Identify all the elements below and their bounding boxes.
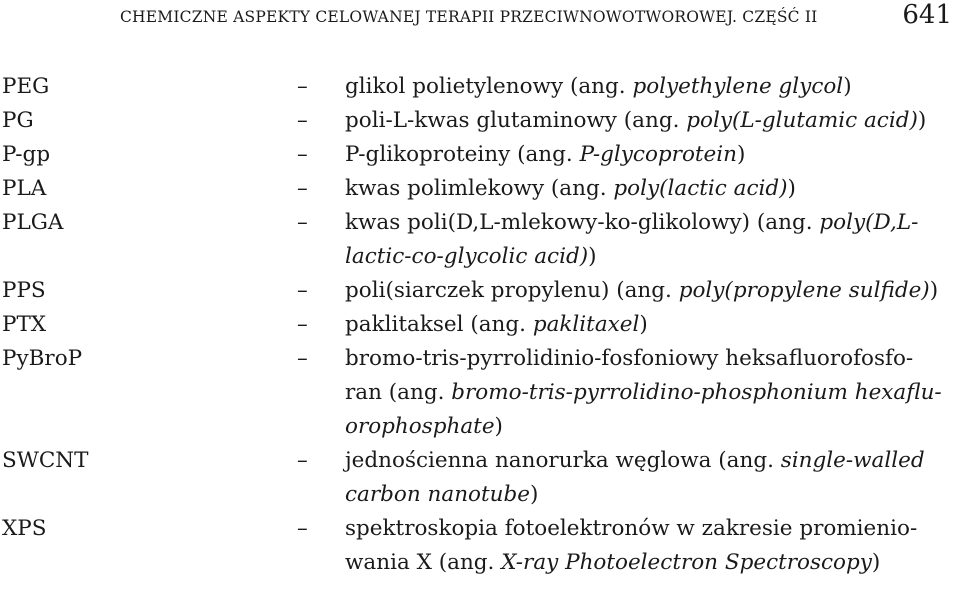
definition-text: ) (917, 108, 927, 133)
abbreviation-definition (345, 70, 953, 104)
english-term: carbon nanotube (345, 482, 530, 507)
definition-line (345, 376, 953, 410)
definition-text: wania X (ang. (345, 550, 502, 575)
abbreviation-term: P-gp (2, 142, 51, 167)
abbreviation-definition (345, 308, 953, 342)
abbreviation-definition (345, 274, 953, 308)
abbreviation-term: PEG (2, 74, 50, 99)
definition-text: spektroskopia fotoelektronów w zakresie promienio- (345, 516, 918, 541)
definition-line (345, 342, 953, 376)
abbreviation-list (0, 70, 960, 580)
english-term: orophosphate (345, 414, 495, 439)
definition-line (345, 138, 953, 172)
definition-line (345, 104, 953, 138)
abbreviation-entry (0, 206, 960, 274)
abbreviation-definition (345, 342, 953, 444)
definition-text: kwas polimlekowy (ang. (345, 176, 614, 201)
entry-dash: – (297, 176, 308, 201)
definition-line (345, 206, 953, 240)
definition-text: glikol polietylenowy (ang. (345, 74, 633, 99)
abbreviation-term: PLGA (2, 210, 64, 235)
definition-text: ) (737, 142, 746, 167)
entry-dash: – (297, 448, 308, 473)
definition-line (345, 70, 953, 104)
entry-dash: – (297, 516, 308, 541)
definition-text: paklitaksel (ang. (345, 312, 533, 337)
definition-text: P-glikoproteiny (ang. (345, 142, 580, 167)
english-term: X-ray Photoelectron Spectroscopy (501, 550, 872, 575)
abbreviation-term: XPS (2, 516, 47, 541)
entry-dash: – (297, 312, 308, 337)
english-term: paklitaxel (532, 312, 640, 337)
english-term: poly(propylene sulfide) (678, 278, 930, 303)
entry-dash: – (297, 278, 308, 303)
entry-dash: – (297, 346, 308, 371)
abbreviation-term: SWCNT (2, 448, 89, 473)
abbreviation-entry (0, 138, 960, 172)
abbreviation-entry (0, 172, 960, 206)
abbreviation-definition (345, 444, 953, 512)
running-title: CHEMICZNE ASPEKTY CELOWANEJ TERAPII PRZECIWNOWOTWOROWEJ. CZĘŚĆ II (120, 8, 818, 26)
abbreviation-definition (345, 512, 953, 580)
abbreviation-term: PyBroP (2, 346, 83, 371)
english-term: poly(lactic acid) (613, 176, 788, 201)
entry-dash: – (297, 108, 308, 133)
abbreviation-definition (345, 206, 953, 274)
english-term: poly(D,L- (819, 210, 919, 235)
definition-text: ran (ang. (345, 380, 452, 405)
abbreviation-entry (0, 342, 960, 444)
entry-dash: – (297, 142, 308, 167)
abbreviation-term: PG (2, 108, 34, 133)
abbreviation-entry (0, 274, 960, 308)
definition-line (345, 240, 953, 274)
definition-text: ) (529, 482, 539, 507)
abbreviation-entry (0, 444, 960, 512)
english-term: bromo-tris-pyrrolidino-phosphonium hexaflu- (451, 380, 942, 405)
definition-text: ) (871, 550, 881, 575)
abbreviation-term: PTX (2, 312, 47, 337)
definition-line (345, 546, 953, 580)
definition-text: kwas poli(D,L-mlekowy-ko-glikolowy) (ang. (345, 210, 820, 235)
abbreviation-term: PPS (2, 278, 46, 303)
abbreviation-entry (0, 308, 960, 342)
definition-line (345, 478, 953, 512)
definition-text: ) (494, 414, 503, 439)
english-term: single-walled (780, 448, 925, 473)
abbreviation-entry (0, 70, 960, 104)
english-term: lactic-co-glycolic acid) (345, 244, 589, 269)
definition-text: jednościenna nanorurka węglowa (ang. (345, 448, 781, 473)
entry-dash: – (297, 74, 308, 99)
definition-line (345, 410, 953, 444)
definition-text: ) (787, 176, 796, 201)
english-term: poly(L-glutamic acid) (686, 108, 918, 133)
definition-text: ) (639, 312, 648, 337)
definition-line (345, 308, 953, 342)
english-term: polyethylene glycol (632, 74, 844, 99)
definition-line (345, 274, 953, 308)
abbreviation-term: PLA (2, 176, 47, 201)
page-number: 641 (902, 0, 952, 30)
definition-text: poli-L-kwas glutaminowy (ang. (345, 108, 687, 133)
page-header (0, 0, 960, 40)
definition-text: poli(siarczek propylenu) (ang. (345, 278, 679, 303)
abbreviation-definition (345, 104, 953, 138)
abbreviation-entry (0, 104, 960, 138)
english-term: P-glycoprotein (579, 142, 737, 167)
definition-line (345, 444, 953, 478)
abbreviation-definition (345, 172, 953, 206)
entry-dash: – (297, 210, 308, 235)
definition-text: ) (588, 244, 597, 269)
abbreviation-definition (345, 138, 953, 172)
definition-line (345, 172, 953, 206)
abbreviation-entry (0, 512, 960, 580)
definition-text: ) (929, 278, 939, 303)
definition-text: bromo-tris-pyrrolidinio-fosfoniowy heksafluorofosfo- (345, 346, 914, 371)
definition-line (345, 512, 953, 546)
definition-text: ) (843, 74, 852, 99)
